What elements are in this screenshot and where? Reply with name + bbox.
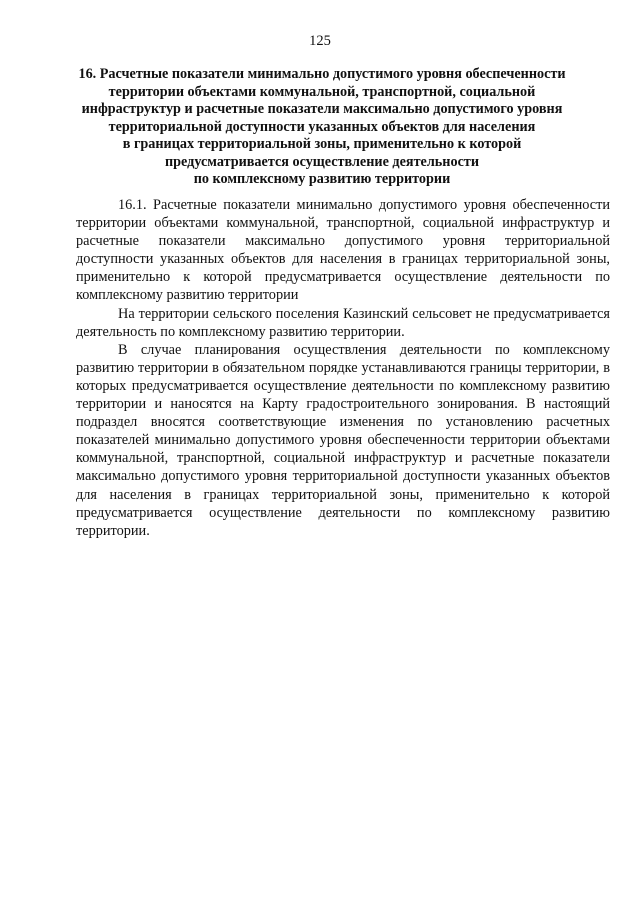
- heading-line: инфраструктур и расчетные показатели максимально допустимого уровня: [81, 101, 563, 117]
- heading-line: в границах территориальной зоны, применительно к которой: [122, 136, 522, 152]
- heading-line: территориальной доступности указанных объектов для населения: [108, 118, 536, 135]
- body-text: [76, 196, 610, 540]
- paragraph-planning-case: В случае планирования осуществления деятельности по комплексному развитию территории в обязательном порядке устанавливаются границы территории, в которых предусматривается осуществление деятельности по комплексному развитию территории и наносятся на Карту градостроительного зонирования. В настоящий подраздел вносятся соответствующие изменения по установлению расчетных показателей минимально допустимого уровня обеспеченности территории объектами коммунальной, транспортной, социальной инфраструктур и расчетные показатели максимально допустимого уровня территориальной доступности указанных объектов для населения в границах территориальной зоны, применительно к которой предусматривается осуществление деятельности по комплексному развитию территории.: [76, 341, 610, 539]
- page-number: 125: [309, 33, 331, 49]
- heading-line: территории объектами коммунальной, транспортной, социальной: [108, 83, 536, 100]
- paragraph-16-1: 16.1. Расчетные показатели минимально допустимого уровня обеспеченности территории объектами коммунальной, транспортной, социальной инфраструктур и расчетные показатели максимально допустимого уровня территориальной доступности указанных объектов для населения в границах территориальной зоны, применительно к которой предусматривается осуществление деятельности по комплексному развитию территории: [76, 197, 610, 304]
- section-heading: [76, 66, 568, 189]
- heading-line: предусматривается осуществление деятельности: [164, 153, 480, 170]
- paragraph-no-activity: На территории сельского поселения Казинский сельсовет не предусматривается деятельность по комплексному развитию территории.: [76, 305, 610, 340]
- heading-line: 16. Расчетные показатели минимально допустимого уровня обеспеченности: [78, 66, 566, 82]
- heading-line: по комплексному развитию территории: [193, 171, 451, 187]
